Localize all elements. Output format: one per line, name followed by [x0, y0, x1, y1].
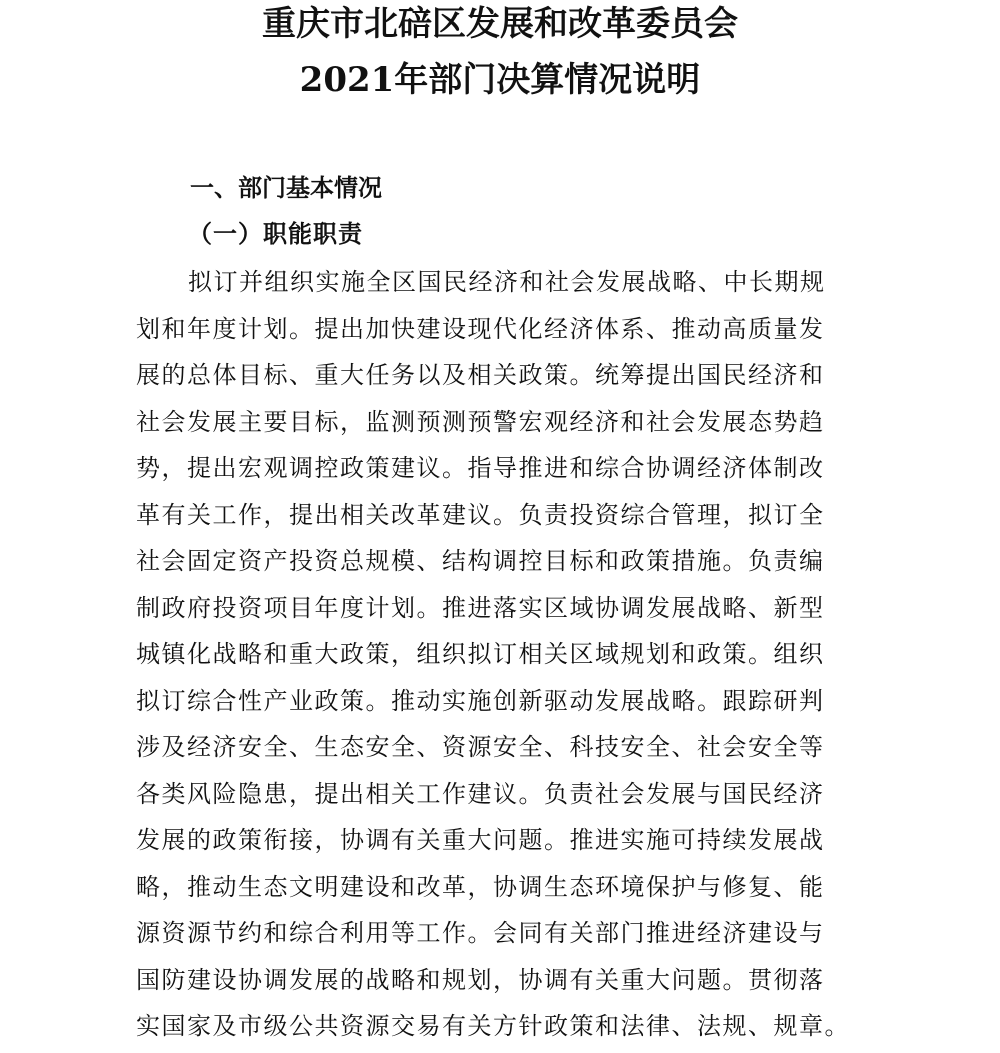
section-heading: 一、部门基本情况 — [190, 174, 382, 202]
paragraph-line: 势，提出宏观调控政策建议。指导推进和综合协调经济体制改 — [136, 454, 825, 482]
paragraph-line: 社会发展主要目标，监测预测预警宏观经济和社会发展态势趋 — [136, 407, 825, 436]
paragraph-line: 国防建设协调发展的战略和规划，协调有关重大问题。贯彻落 — [136, 965, 825, 994]
paragraph-line: 发展的政策衔接，协调有关重大问题。推进实施可持续发展战 — [136, 826, 825, 854]
paragraph-line: 源资源节约和综合利用等工作。会同有关部门推进经济建设与 — [136, 919, 825, 947]
paragraph-line: 划和年度计划。提出加快建设现代化经济体系、推动高质量发 — [136, 314, 825, 343]
paragraph-line: 展的总体目标、重大任务以及相关政策。统筹提出国民经济和 — [136, 361, 825, 389]
paragraph-line: 各类风险隐患，提出相关工作建议。负责社会发展与国民经济 — [136, 779, 825, 808]
document-title-line-2: 2021年部门决算情况说明 — [299, 60, 701, 100]
paragraph-line: 社会固定资产投资总规模、结构调控目标和政策措施。负责编 — [136, 547, 825, 575]
paragraph-line: 实国家及市级公共资源交易有关方针政策和法律、法规、规章。 — [136, 1012, 850, 1040]
paragraph-line: 拟订并组织实施全区国民经济和社会发展战略、中长期规 — [188, 268, 826, 296]
paragraph-line: 革有关工作，提出相关改革建议。负责投资综合管理，拟订全 — [136, 500, 825, 529]
paragraph-line: 城镇化战略和重大政策，组织拟订相关区域规划和政策。组织 — [136, 640, 825, 668]
paragraph-line: 拟订综合性产业政策。推动实施创新驱动发展战略。跟踪研判 — [136, 686, 825, 715]
subsection-heading: （一）职能职责 — [188, 219, 363, 248]
body-paragraph — [136, 262, 896, 1053]
document-title-line-1: 重庆市北碚区发展和改革委员会 — [262, 4, 738, 44]
paragraph-line: 制政府投资项目年度计划。推进落实区域协调发展战略、新型 — [136, 593, 825, 622]
paragraph-line: 略，推动生态文明建设和改革，协调生态环境保护与修复、能 — [136, 872, 825, 901]
paragraph-line: 涉及经济安全、生态安全、资源安全、科技安全、社会安全等 — [136, 733, 825, 761]
